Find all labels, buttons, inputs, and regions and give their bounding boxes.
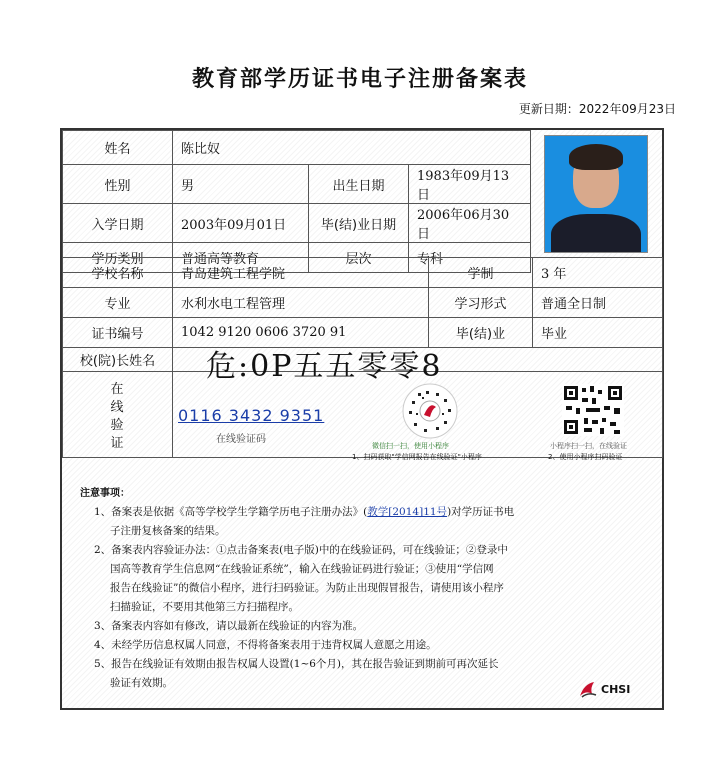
status-value: 毕业 [533, 318, 663, 348]
edu-type-value: 普通高等教育 [173, 243, 309, 273]
major-value: 水利水电工程管理 [173, 288, 429, 318]
verify-label [62, 374, 172, 460]
duration-label: 学制 [429, 258, 533, 288]
photo-cell [530, 130, 662, 257]
update-value: 2022年09月23日 [578, 102, 676, 116]
level-value: 专科 [409, 243, 531, 273]
school-label: 学校名称 [63, 258, 173, 288]
enroll-value: 2003年09月01日 [173, 204, 309, 243]
regulation-link[interactable]: 教学[2014]11号 [367, 506, 448, 518]
grad-label: 毕(结)业日期 [309, 204, 409, 243]
note-1-cont: 子注册复核备案的结果。 [110, 525, 226, 537]
notes-heading: 注意事项： [80, 488, 130, 499]
principal-label: 校(院)长姓名 [63, 348, 173, 372]
grad-value: 2006年06月30日 [409, 204, 531, 243]
verify-char-1: 在 [110, 382, 124, 397]
note-2-cont-2: 报告在线验证”的微信小程序，进行扫码验证。为防止出现假冒报告，请使用该小程序 [110, 582, 504, 594]
birth-label: 出生日期 [309, 165, 409, 204]
duration-value: 3 年 [533, 258, 663, 288]
enroll-label: 入学日期 [63, 204, 173, 243]
mode-value: 普通全日制 [533, 288, 663, 318]
wechat-miniprogram-qr-icon [402, 383, 458, 439]
update-label: 更新日期： [518, 102, 579, 116]
verification-qr-icon [562, 384, 624, 436]
verify-char-3: 验 [110, 418, 124, 433]
verification-code-link[interactable]: 0116 3432 9351 [178, 406, 325, 425]
verify-char-2: 线 [110, 400, 124, 415]
note-2-cont-1: 国高等教育学生信息网“在线验证系统”，输入在线验证码进行验证；③使用“学信网 [110, 563, 494, 575]
verification-code-caption: 在线验证码 [216, 434, 266, 445]
name-value: 陈比奴 [173, 131, 531, 165]
note-4: 4、未经学历信息权属人同意，不得将备案表用于违背权属人意愿之用途。 [94, 639, 437, 651]
gender-value: 男 [173, 165, 309, 204]
mode-label: 学习形式 [429, 288, 533, 318]
birth-value: 1983年09月13日 [409, 165, 531, 204]
cert-label: 证书编号 [63, 318, 173, 348]
major-label: 专业 [63, 288, 173, 318]
chsi-logo-text: CHSI [601, 682, 631, 696]
cert-value: 1042 9120 0606 3720 91 [173, 318, 429, 348]
chsi-logo [578, 680, 630, 698]
note-2: 2、备案表内容验证办法：①点击备案表(电子版)中的在线验证码，可在线验证；②登录中 [94, 544, 508, 556]
gender-label: 性别 [63, 165, 173, 204]
id-photo [544, 135, 648, 253]
note-3: 3、备案表内容如有修改，请以最新在线验证的内容为准。 [94, 620, 364, 632]
status-label: 毕(结)业 [429, 318, 533, 348]
edu-type-label: 学历类别 [63, 243, 173, 273]
info-table [62, 130, 531, 273]
name-label: 姓名 [63, 131, 173, 165]
qr2-caption: 小程序扫一扫，在线验证 [550, 442, 627, 450]
note-5-cont: 验证有效期。 [110, 677, 173, 689]
page-title: 教育部学历证书电子注册备案表 [191, 67, 528, 92]
note-1: 1、备案表是依据《高等学校学生学籍学历电子注册办法》(教学[2014]11号)对学历证书电 [94, 506, 515, 518]
update-date [519, 100, 676, 117]
qr2-step: 2、使用小程序扫码验证 [548, 453, 623, 461]
principal-signature: 危:0P五五零零8 [206, 349, 443, 384]
qr1-caption: 微信扫一扫，使用小程序 [372, 442, 449, 450]
level-label: 层次 [309, 243, 409, 273]
note-2-cont-3: 扫描验证，不要用其他第三方扫描程序。 [110, 601, 299, 613]
qr1-step: 1、扫码获取"学信网报告在线验证"小程序 [352, 453, 482, 461]
chsi-bird-icon [578, 680, 598, 698]
note-5: 5、报告在线验证有效期由报告权属人设置(1~6个月)，其在报告验证到期前可再次延长 [94, 658, 499, 670]
verify-char-4: 证 [110, 436, 124, 451]
notes-section [80, 484, 640, 693]
school-value: 青岛建筑工程学院 [173, 258, 429, 288]
